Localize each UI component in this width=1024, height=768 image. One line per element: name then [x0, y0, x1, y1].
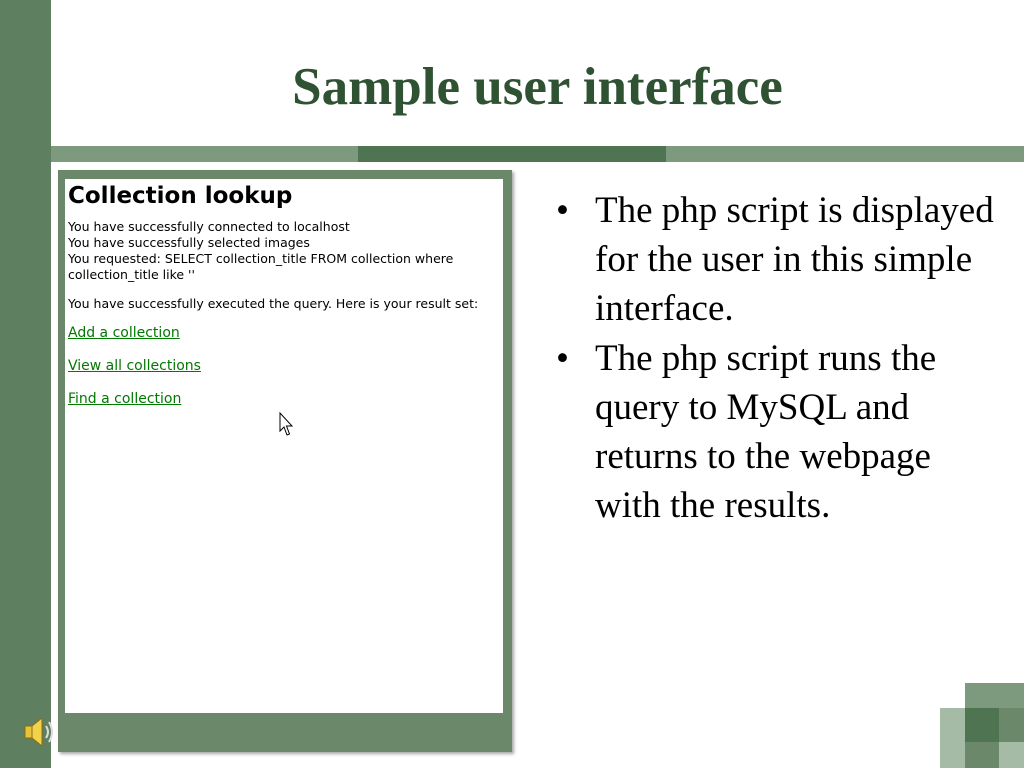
embedded-screenshot	[58, 170, 512, 752]
mouse-cursor-icon	[279, 412, 295, 438]
left-sidebar-bar	[0, 0, 51, 768]
view-all-collections-link[interactable]: View all collections	[68, 358, 201, 374]
bullet-list	[556, 186, 996, 531]
status-message: You have successfully selected images	[68, 235, 310, 250]
add-collection-link[interactable]: Add a collection	[68, 325, 180, 341]
speaker-icon[interactable]	[22, 714, 56, 750]
bullet-item	[556, 186, 996, 333]
bullet-symbol: •	[556, 338, 569, 379]
title-divider-accent	[358, 146, 666, 162]
screenshot-heading: Collection lookup	[68, 183, 293, 209]
slide-title: Sample user interface	[292, 58, 783, 116]
bullet-item	[556, 334, 996, 530]
status-message: You have successfully connected to localhost	[68, 219, 350, 234]
find-collection-link[interactable]: Find a collection	[68, 391, 182, 407]
result-message: You have successfully executed the query. Here is your result set:	[68, 296, 479, 311]
bullet-text: The php script runs the query to MySQL and returns to the webpage with the results.	[595, 338, 937, 526]
screenshot-page	[65, 179, 503, 713]
bullet-text: The php script is displayed for the user in this simple interface.	[595, 190, 994, 329]
bullet-symbol: •	[556, 190, 569, 231]
status-message: You requested: SELECT collection_title FROM collection where collection_title like ''	[68, 251, 454, 282]
